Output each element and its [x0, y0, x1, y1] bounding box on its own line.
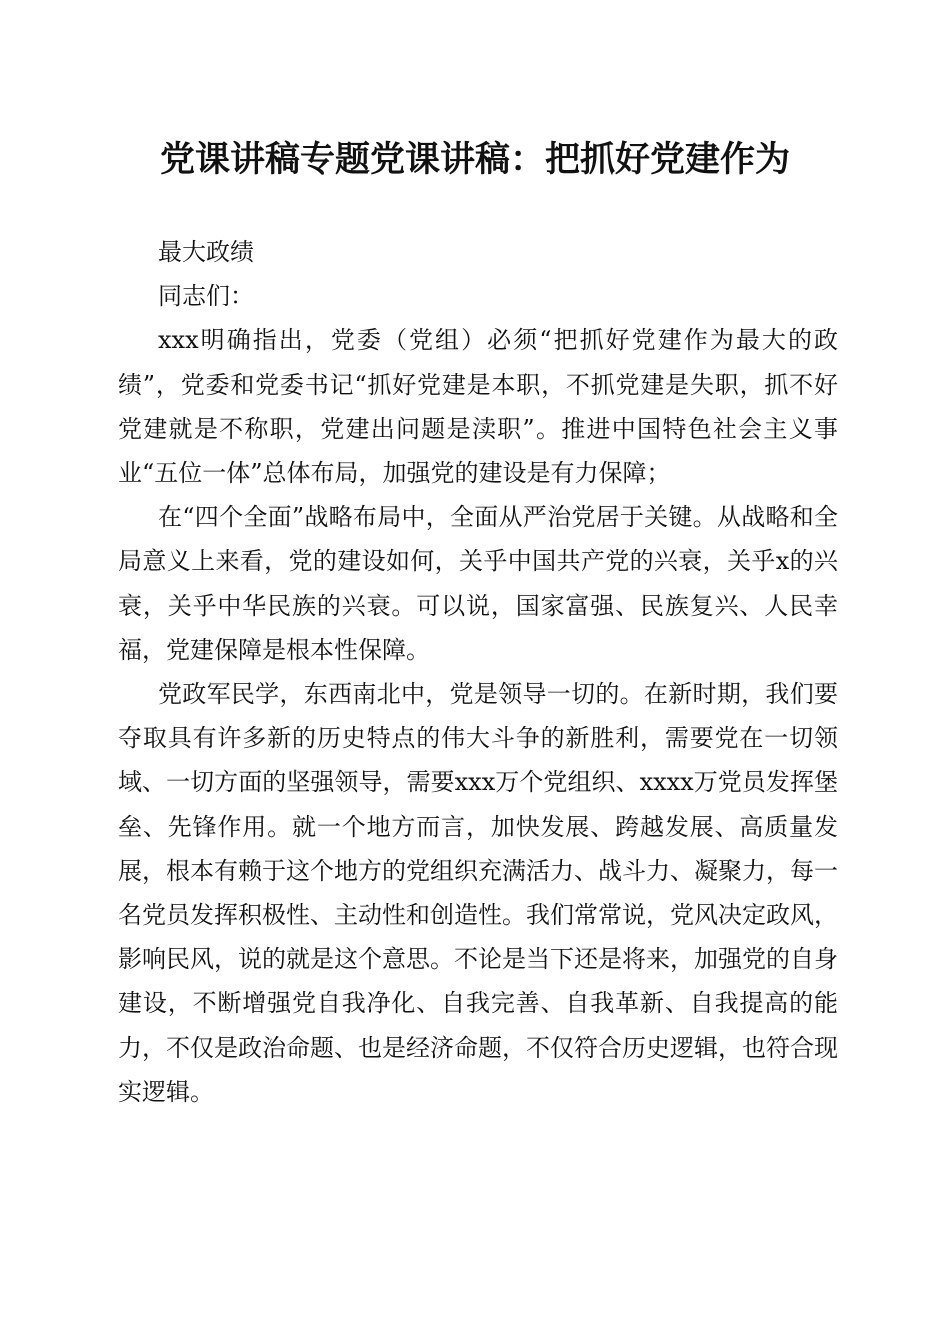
paragraph-3: 党政军民学，东西南北中，党是领导一切的。在新时期，我们要夺取具有许多新的历史特点的伟大斗争的新胜利，需要党在一切领域、一切方面的坚强领导，需要xxx万个党组织、xxxx万党员发挥堡垒、先锋作用。就一个地方而言，加快发展、跨越发展、高质量发展，根本有赖于这个地方的党组织充满活力、战斗力、凝聚力，每一名党员发挥积极性、主动性和创造性。我们常常说，党风决定政风，影响民风，说的就是这个意思。不论是当下还是将来，加强党的自身建设，不断增强党自我净化、自我完善、自我革新、自我提高的能力，不仅是政治命题、也是经济命题，不仅符合历史逻辑，也符合现实逻辑。 [118, 680, 838, 1106]
document-title: 党课讲稿专题党课讲稿：把抓好党建作为 [159, 139, 790, 180]
paragraph-subtitle: 最大政绩 [158, 238, 254, 266]
paragraph-2: 在“四个全面”战略布局中，全面从严治党居于关键。从战略和全局意义上来看，党的建设如何，关乎中国共产党的兴衰，关乎x的兴衰，关乎中华民族的兴衰。可以说，国家富强、民族复兴、人民幸福，党建保障是根本性保障。 [118, 503, 838, 664]
paragraph-1: xxx明确指出，党委（党组）必须“把抓好党建作为最大的政绩”，党委和党委书记“抓好党建是本职，不抓党建是失职，抓不好党建就是不称职，党建出问题是渎职”。推进中国特色社会主义事业“五位一体”总体布局，加强党的建设是有力保障； [118, 326, 838, 488]
paragraph-salutation: 同志们： [158, 282, 254, 311]
document-body [118, 230, 838, 1114]
